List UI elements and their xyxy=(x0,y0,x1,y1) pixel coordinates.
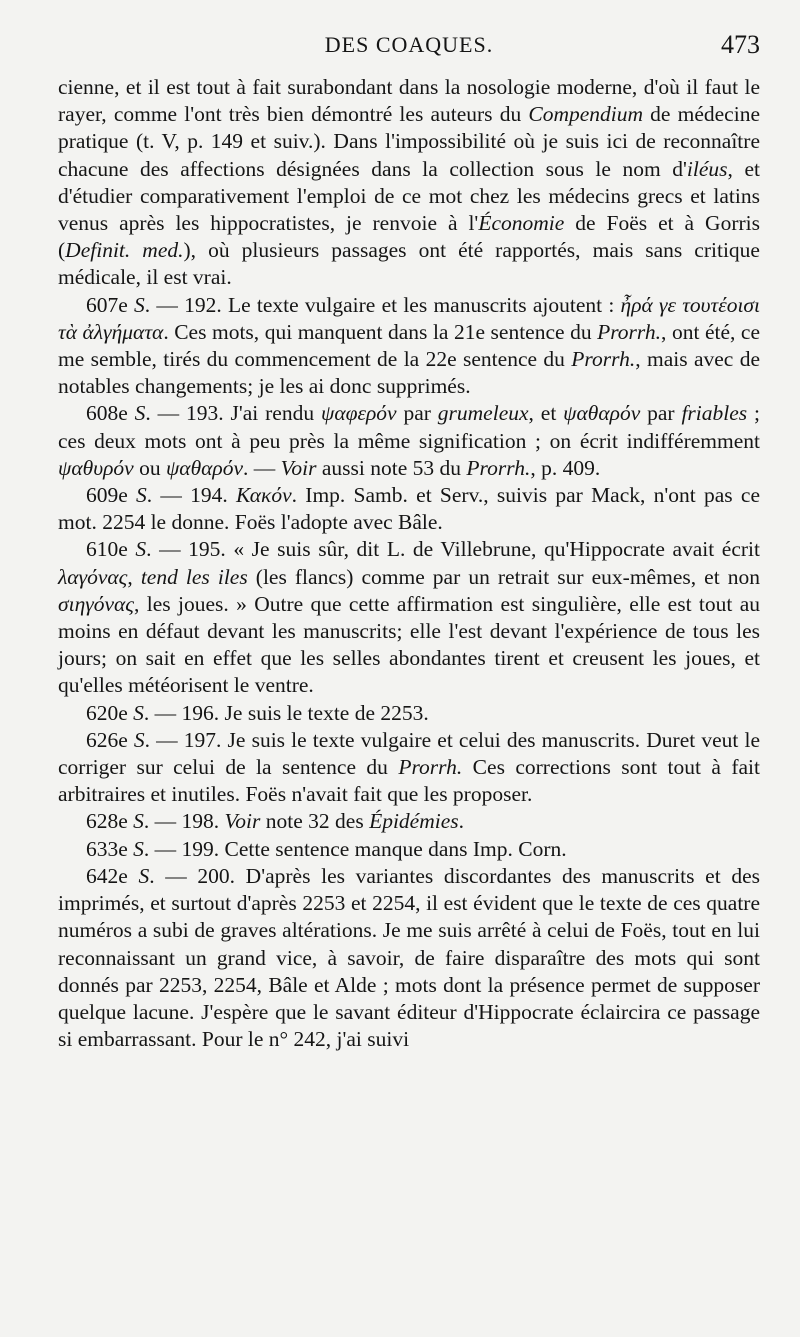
text-run: , et xyxy=(528,401,564,426)
note-626 xyxy=(58,727,760,809)
text-run: de Foës et à Gorris ( xyxy=(58,211,760,263)
italic-text: S xyxy=(134,292,145,317)
text-run: . — 199. Cette sentence manque dans Imp. Corn. xyxy=(143,836,567,861)
italic-text: friables xyxy=(681,401,748,426)
text-run: , les joues. » Outre que cette affirmation est singulière, elle est tout au moins en défaut devant les manuscrits; elle l'est devant l'expérience de tous les jours; on sait en effet que les selles abondantes tirent et creusent les joues, et qu'elles météorisent le ventre. xyxy=(58,591,760,698)
text-run: . — 193. J'ai rendu xyxy=(145,401,321,426)
italic-text: ψαθαρόν xyxy=(165,455,244,480)
italic-text: Prorrh. xyxy=(597,319,662,344)
text-run: . xyxy=(458,809,465,834)
italic-text: σιηγόνας xyxy=(58,591,135,616)
note-628 xyxy=(58,808,760,835)
text-run: . — 198. xyxy=(143,809,225,834)
note-607 xyxy=(58,292,760,401)
text-run: 607e xyxy=(86,292,135,317)
italic-text: Voir xyxy=(280,455,317,480)
text-run: 628e xyxy=(86,809,134,834)
page-number: 473 xyxy=(721,30,760,59)
text-run: par xyxy=(396,401,438,426)
italic-text: S xyxy=(133,809,144,834)
text-run: , ont été, ce me semble, tirés du commencement de la 22e sentence du xyxy=(58,319,760,372)
text-run: cienne, et il est tout à fait surabondant dans la nosologie moderne, d'où il faut le rayer, comme l'ont très bien démontré les auteurs du xyxy=(58,75,760,127)
italic-text: Prorrh. xyxy=(398,755,463,780)
italic-text: grumeleux xyxy=(437,401,529,426)
text-run: ), où plusieurs passages ont été rapportés, mais sans critique médicale, il est vrai. xyxy=(58,238,760,290)
italic-text: Definit. med. xyxy=(65,238,184,263)
italic-text: S xyxy=(135,537,147,562)
italic-text: S xyxy=(138,863,150,888)
running-head xyxy=(58,30,760,64)
note-633 xyxy=(58,836,760,863)
italic-text: ψαθαρόν xyxy=(563,401,641,426)
italic-text: λαγόνας xyxy=(58,564,128,589)
italic-text: Prorrh. xyxy=(571,347,636,372)
text-run: 608e xyxy=(86,401,135,426)
text-run: , xyxy=(127,564,141,589)
text-run: aussi note 53 du xyxy=(316,455,467,480)
italic-text: ψαθυρόν xyxy=(58,455,134,480)
italic-text: tend les iles xyxy=(140,564,248,589)
italic-text: iléus xyxy=(686,156,728,181)
note-610 xyxy=(58,536,760,699)
note-620 xyxy=(58,700,760,727)
italic-text: Compendium xyxy=(528,102,644,127)
text-run: note 32 des xyxy=(260,809,370,834)
text-run: . Ces mots, qui manquent dans la 21e sentence du xyxy=(163,319,598,344)
text-run: , mais avec de notables changements; je les ai donc supprimés. xyxy=(58,347,760,399)
text-run: par xyxy=(640,401,682,426)
text-run: (les flancs) comme par un retrait sur eux-mêmes, et non xyxy=(247,564,760,589)
italic-text: Voir xyxy=(224,809,261,834)
text-run: 620e xyxy=(86,700,134,725)
text-run: . Imp. Samb. et Serv., suivis par Mack, n'ont pas ce mot. 2254 le donne. Foës l'adopte avec Bâle. xyxy=(58,483,760,535)
text-run: . — 194. xyxy=(146,483,237,508)
italic-text: Κακόν xyxy=(236,483,292,508)
text-run: Ces corrections sont tout à fait arbitraires et inutiles. Foës n'avait fait que les proposer. xyxy=(58,755,760,807)
text-run: , et d'étudier comparativement l'emploi de ce mot chez les médecins grecs et latins venus après les hippocratistes, je renvoie à l' xyxy=(58,156,760,236)
text-run: 610e xyxy=(86,537,136,562)
text-run: 626e xyxy=(86,727,134,752)
italic-text: ἦρά γε τουτέοισι τὰ ἀλγήματα xyxy=(58,292,760,344)
text-run: 609e xyxy=(86,483,137,508)
text-run: 642e xyxy=(86,863,139,888)
text-run: . — xyxy=(243,455,281,480)
text-run: . — 195. « Je suis sûr, dit L. de Villebrune, qu'Hippocrate avait écrit xyxy=(146,537,760,562)
italic-text: Économie xyxy=(478,211,565,236)
text-run: . — 196. Je suis le texte de 2253. xyxy=(143,700,429,725)
italic-text: Épidémies xyxy=(369,809,459,834)
paragraph-continuation xyxy=(58,74,760,292)
text-run: . — 200. D'après les variantes discordantes des manuscrits et des imprimés, et surtout d'après 2253 et 2254, il est évident que le texte de ces quatre numéros a subi de graves altérations. Je me suis arrêté à celui de Foës, tout en lui reconnaissant un grand vice, à savoir, de faire disparaître des mots qui sont donnés par 2253, 2254, Bâle et Alde ; mots dont la présence permet de supposer quelque lacune. J'espère que le savant éditeur d'Hippocrate éclaircira ce passage si embarrassant. Pour le n° 242, j'ai suivi xyxy=(58,863,760,1052)
text-run: 633e xyxy=(86,836,134,861)
text-run: ; ces deux mots ont à peu près la même signification ; on écrit indifféremment xyxy=(58,401,760,453)
note-642 xyxy=(58,863,760,1053)
note-608 xyxy=(58,400,760,482)
text-run: de médecine pratique (t. V, p. 149 et suiv.). Dans l'impossibilité où je suis ici de reconnaître chacune des affections désignées dans la collection sous le nom d' xyxy=(58,102,760,181)
text-run: . — 192. Le texte vulgaire et les manuscrits ajoutent : xyxy=(144,292,621,317)
running-title: DES COAQUES. xyxy=(324,32,494,57)
text-run: . — 197. Je suis le texte vulgaire et celui des manuscrits. Duret veut le corriger sur celui de la sentence du xyxy=(58,727,760,780)
text-run: ou xyxy=(133,455,166,480)
text-run: , p. 409. xyxy=(530,455,601,480)
italic-text: S xyxy=(134,401,146,426)
note-609 xyxy=(58,482,760,536)
italic-text: Prorrh. xyxy=(466,455,531,480)
italic-text: ψαφερόν xyxy=(320,401,397,426)
italic-text: S xyxy=(133,836,144,861)
italic-text: S xyxy=(136,483,147,508)
italic-text: S xyxy=(133,727,145,752)
page-body xyxy=(58,74,760,1053)
italic-text: S xyxy=(133,700,144,725)
